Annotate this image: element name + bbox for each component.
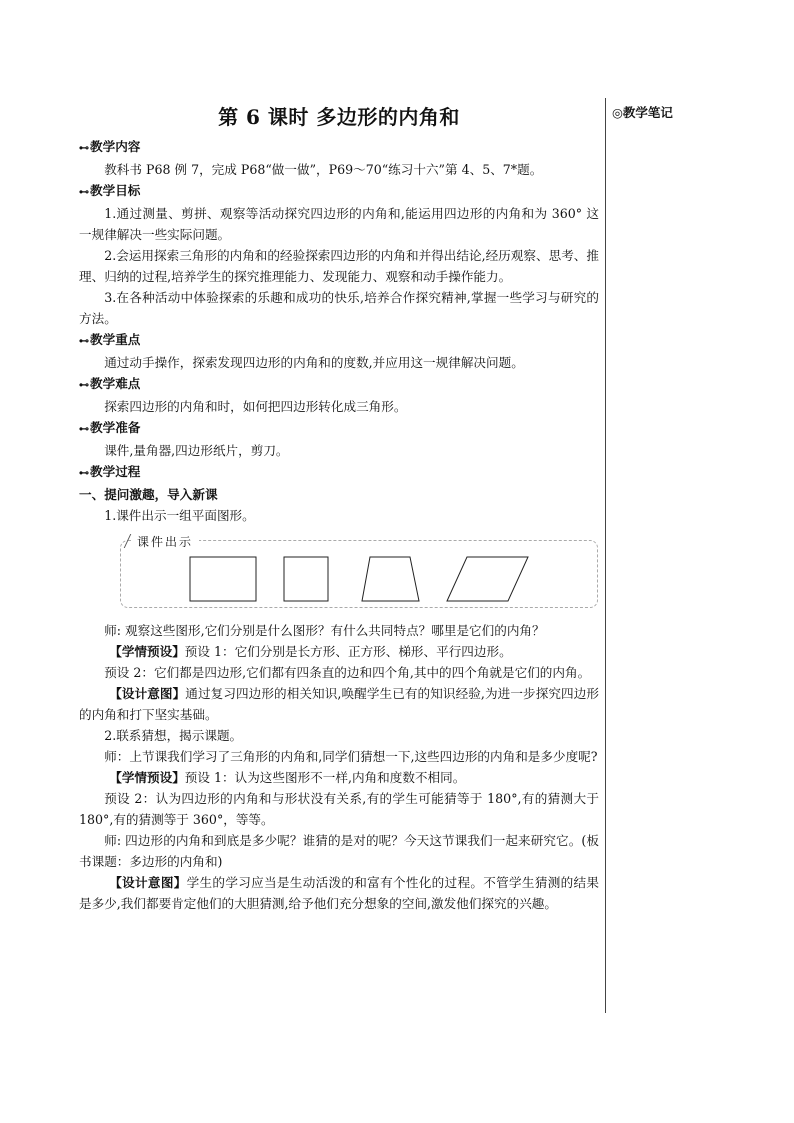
section-mark-icon: ⊷ [79,380,89,391]
section-mark-icon: ⊷ [79,187,89,198]
step-2: 2.联系猜想，揭示课题。 [104,728,243,743]
preset-paragraph-3: 【学情预设】预设 1：认为这些图形不一样,内角和度数不相同。 [109,770,466,785]
courseware-box [120,535,598,608]
trapezoid-shape [362,557,419,601]
parallelogram-shape [447,557,528,601]
preset-paragraph-2: 预设 2：它们都是四边形,它们都有四条直的边和四个角,其中的四个角就是它们的内角。 [104,665,591,680]
tag-preset: 【学情预设】 [109,644,185,659]
key-text: 通过动手操作，探索发现四边形的内角和的度数,并应用这一规律解决问题。 [104,355,524,370]
section-key-heading: ⊷教学重点 [79,332,141,347]
goal-2: 2.会运用探索三角形的内角和的经验探索四边形的内角和并得出结论,经历观察、思考、推理、归纳的过程,培养学生的探究推理能力、发现能力、观察和动手操作能力。 [79,248,599,284]
part1-heading: 一、提问激趣，导入新课 [79,487,218,502]
design-paragraph-2: 【设计意图】学生的学习应当是生动活泼的和富有个性化的过程。不管学生猜测的结果是多少,我们都要肯定他们的大胆猜测,给予他们充分想象的空间,激发他们探究的兴趣。 [79,875,600,911]
section-mark-icon: ⊷ [79,468,89,479]
section-difficulty-heading: ⊷教学难点 [79,376,141,391]
preset-paragraph-4: 预设 2：认为四边形的内角和与形状没有关系,有的学生可能猜等于 180°,有的猜测大于 180°,有的猜测等于 360°，等等。 [79,791,599,827]
tag-preset: 【学情预设】 [109,770,185,785]
square-shape [284,557,328,601]
preset-paragraph-1: 【学情预设】预设 1：它们分别是长方形、正方形、梯形、平行四边形。 [109,644,512,659]
teacher-question-3: 师: 四边形的内角和到底是多少呢？谁猜的是对的呢？今天这节课我们一起来研究它。(板书课题：多边形的内角和) [79,833,599,869]
goal-3: 3.在各种活动中体验探索的乐趣和成功的快乐,培养合作探究精神,掌握一些学习与研究的方法。 [79,290,599,326]
tag-design: 【设计意图】 [109,875,187,890]
column-divider [605,98,606,1013]
teaching-notes-label: ◎教学笔记 [612,105,673,120]
teacher-question-1: 师: 观察这些图形,它们分别是什么图形？有什么共同特点？哪里是它们的内角？ [104,623,545,638]
section-mark-icon: ⊷ [79,143,89,154]
goal-1: 1.通过测量、剪拼、观察等活动探究四边形的内角和,能运用四边形的内角和为 360° 这一规律解决一些实际问题。 [79,206,599,242]
tag-design: 【设计意图】 [109,686,186,701]
section-prep-heading: ⊷教学准备 [79,420,141,435]
rectangle-shape [190,557,256,601]
prep-text: 课件,量角器,四边形纸片，剪刀。 [104,443,289,458]
difficulty-text: 探索四边形的内角和时，如何把四边形转化成三角形。 [104,399,407,414]
section-mark-icon: ⊷ [79,336,89,347]
section-goals-heading: ⊷教学目标 [79,183,141,198]
teacher-question-2: 师：上节课我们学习了三角形的内角和,同学们猜想一下,这些四边形的内角和是多少度呢? [104,749,598,764]
page-title: 第 6 课时 多边形的内角和 [218,105,460,129]
step-1: 1.课件出示一组平面图形。 [104,508,255,523]
design-paragraph-1: 【设计意图】通过复习四边形的相关知识,唤醒学生已有的知识经验,为进一步探究四边形的内角和打下坚实基础。 [79,686,600,722]
courseware-label: 课件出示 [133,532,199,550]
section-mark-icon: ⊷ [79,424,89,435]
shapes-figure [121,541,597,607]
section-process-heading: ⊷教学过程 [79,464,141,479]
lesson-body [79,98,599,914]
content-text: 教科书 P68 例 7，完成 P68“做一做”，P69～70“练习十六”第 4、5、7*题。 [104,162,543,177]
section-content-heading: ⊷教学内容 [79,139,141,154]
